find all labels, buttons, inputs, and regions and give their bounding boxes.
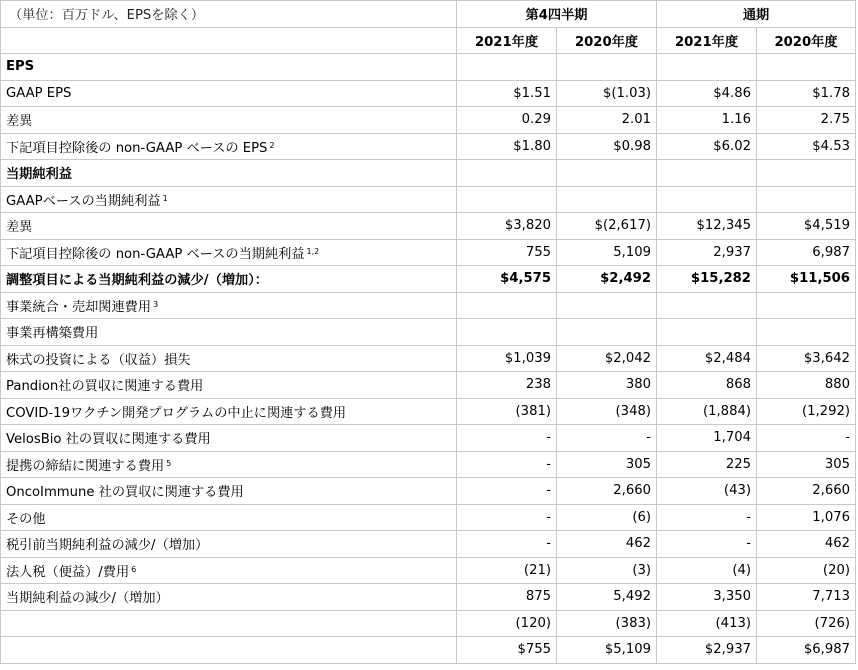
value-cell-full-2020: - xyxy=(757,425,856,452)
value-cell-q4-2021: $1.51 xyxy=(457,80,557,107)
value-cell-full-2021: 3,350 xyxy=(657,584,757,611)
row-label-cell xyxy=(1,610,457,637)
value-cell-full-2020: 2.75 xyxy=(757,107,856,134)
value-cell-q4-2020 xyxy=(557,292,657,319)
row-label-cell xyxy=(1,584,457,611)
value-cell-full-2020: $4.53 xyxy=(757,133,856,160)
value-cell-full-2020: 7,713 xyxy=(757,584,856,611)
row-label-cell xyxy=(1,319,457,346)
footnote-marker: 3 xyxy=(153,299,159,309)
table-row xyxy=(1,186,856,213)
row-label: 税引前当期純利益の減少/（増加） xyxy=(6,538,209,554)
row-label: 下記項目控除後の non-GAAP ベースの当期純利益 xyxy=(6,246,305,262)
value-cell-q4-2020 xyxy=(557,160,657,187)
row-label-cell xyxy=(1,372,457,399)
value-cell-full-2020 xyxy=(757,54,856,81)
row-label-cell xyxy=(1,557,457,584)
value-cell-full-2021: 1.16 xyxy=(657,107,757,134)
row-label-cell xyxy=(1,292,457,319)
value-cell-full-2020 xyxy=(757,186,856,213)
value-cell-full-2021: 2,937 xyxy=(657,239,757,266)
row-label: 当期純利益の減少/（増加） xyxy=(6,591,169,607)
row-label: その他 xyxy=(6,511,46,527)
value-cell-full-2021: 225 xyxy=(657,451,757,478)
value-cell-full-2021: - xyxy=(657,504,757,531)
value-cell-q4-2020: $2,492 xyxy=(557,266,657,293)
value-cell-full-2021: 1,704 xyxy=(657,425,757,452)
value-cell-full-2021 xyxy=(657,54,757,81)
value-cell-q4-2020: 5,492 xyxy=(557,584,657,611)
value-cell-q4-2021: $3,820 xyxy=(457,213,557,240)
row-label-cell xyxy=(1,266,457,293)
table-row xyxy=(1,451,856,478)
table-row xyxy=(1,372,856,399)
row-label: 差異 xyxy=(6,220,33,236)
footnote-marker: 5 xyxy=(166,458,172,468)
value-cell-full-2021 xyxy=(657,292,757,319)
row-label: COVID-19ワクチン開発プログラムの中止に関連する費用 xyxy=(6,405,347,421)
value-cell-full-2021: (413) xyxy=(657,610,757,637)
value-cell-q4-2021: $4,575 xyxy=(457,266,557,293)
value-cell-full-2020 xyxy=(757,319,856,346)
table-row xyxy=(1,266,856,293)
value-cell-q4-2021 xyxy=(457,319,557,346)
value-cell-full-2021: 868 xyxy=(657,372,757,399)
footnote-marker: 1,2 xyxy=(306,246,320,256)
group-header-q4: 第4四半期 xyxy=(457,1,657,28)
footnote-marker: 1 xyxy=(162,193,168,203)
table-row xyxy=(1,80,856,107)
footnote-marker: 2 xyxy=(269,140,275,150)
row-label-cell xyxy=(1,345,457,372)
row-label: 事業統合・売却関連費用 xyxy=(6,299,152,315)
row-label-cell xyxy=(1,425,457,452)
row-label-cell xyxy=(1,160,457,187)
value-cell-q4-2020 xyxy=(557,54,657,81)
col-header-full-2021: 2021年度 xyxy=(657,27,757,54)
table-row xyxy=(1,54,856,81)
value-cell-full-2021: (4) xyxy=(657,557,757,584)
table-row xyxy=(1,478,856,505)
value-cell-full-2020: 462 xyxy=(757,531,856,558)
table-row xyxy=(1,133,856,160)
value-cell-q4-2020: - xyxy=(557,425,657,452)
value-cell-full-2020: 880 xyxy=(757,372,856,399)
value-cell-q4-2021: 875 xyxy=(457,584,557,611)
value-cell-full-2021: (1,884) xyxy=(657,398,757,425)
header-blank-cell xyxy=(1,27,457,54)
row-label: GAAPベースの当期純利益 xyxy=(6,193,161,209)
row-label: EPS xyxy=(6,59,35,75)
value-cell-q4-2021: - xyxy=(457,504,557,531)
value-cell-full-2020: $1.78 xyxy=(757,80,856,107)
value-cell-q4-2021: $755 xyxy=(457,637,557,664)
footnote-marker: 6 xyxy=(131,564,137,574)
value-cell-q4-2021: - xyxy=(457,425,557,452)
row-label-cell xyxy=(1,239,457,266)
value-cell-q4-2020: (348) xyxy=(557,398,657,425)
row-label: 調整項目による当期純利益の減少/（増加）： xyxy=(6,273,268,289)
value-cell-q4-2020 xyxy=(557,186,657,213)
group-header-full-year: 通期 xyxy=(657,1,856,28)
row-label-cell xyxy=(1,186,457,213)
value-cell-q4-2020: $(1.03) xyxy=(557,80,657,107)
row-label: 株式の投資による（収益）損失 xyxy=(6,352,191,368)
value-cell-full-2020 xyxy=(757,160,856,187)
value-cell-q4-2020: (3) xyxy=(557,557,657,584)
value-cell-q4-2020: 5,109 xyxy=(557,239,657,266)
value-cell-full-2020: $3,642 xyxy=(757,345,856,372)
value-cell-full-2021: $6.02 xyxy=(657,133,757,160)
row-label: 当期純利益 xyxy=(6,167,72,183)
value-cell-q4-2020: 2.01 xyxy=(557,107,657,134)
value-cell-full-2020: $11,506 xyxy=(757,266,856,293)
value-cell-q4-2020 xyxy=(557,319,657,346)
row-label-cell xyxy=(1,398,457,425)
value-cell-q4-2021: $1.80 xyxy=(457,133,557,160)
table-row xyxy=(1,292,856,319)
value-cell-full-2020: $6,987 xyxy=(757,637,856,664)
row-label-cell xyxy=(1,451,457,478)
row-label: VelosBio 社の買収に関連する費用 xyxy=(6,432,211,448)
row-label-cell xyxy=(1,133,457,160)
value-cell-full-2021: $2,937 xyxy=(657,637,757,664)
value-cell-q4-2020: 380 xyxy=(557,372,657,399)
value-cell-q4-2021: (381) xyxy=(457,398,557,425)
value-cell-q4-2021: $1,039 xyxy=(457,345,557,372)
row-label-cell xyxy=(1,107,457,134)
table-row xyxy=(1,531,856,558)
value-cell-full-2020: 6,987 xyxy=(757,239,856,266)
row-label: Pandion社の買収に関連する費用 xyxy=(6,379,204,395)
row-label: 法人税（便益）/費用 xyxy=(6,564,130,580)
value-cell-full-2020: 305 xyxy=(757,451,856,478)
value-cell-full-2021 xyxy=(657,186,757,213)
value-cell-q4-2020: 305 xyxy=(557,451,657,478)
value-cell-full-2020: $4,519 xyxy=(757,213,856,240)
value-cell-full-2020: (1,292) xyxy=(757,398,856,425)
value-cell-q4-2020: 462 xyxy=(557,531,657,558)
table-row xyxy=(1,584,856,611)
table-row xyxy=(1,504,856,531)
value-cell-full-2021: (43) xyxy=(657,478,757,505)
row-label-cell xyxy=(1,637,457,664)
table-row xyxy=(1,345,856,372)
col-header-full-2020: 2020年度 xyxy=(757,27,856,54)
table-row xyxy=(1,160,856,187)
value-cell-q4-2021 xyxy=(457,186,557,213)
value-cell-q4-2021: (120) xyxy=(457,610,557,637)
value-cell-q4-2020: (383) xyxy=(557,610,657,637)
value-cell-full-2021: $2,484 xyxy=(657,345,757,372)
table-row xyxy=(1,213,856,240)
value-cell-full-2020 xyxy=(757,292,856,319)
table-row xyxy=(1,425,856,452)
value-cell-q4-2020: $2,042 xyxy=(557,345,657,372)
value-cell-q4-2021: - xyxy=(457,531,557,558)
col-header-q4-2020: 2020年度 xyxy=(557,27,657,54)
table-row xyxy=(1,398,856,425)
header-row-groups xyxy=(1,1,856,28)
table-row xyxy=(1,319,856,346)
table-row xyxy=(1,107,856,134)
value-cell-full-2021: $12,345 xyxy=(657,213,757,240)
value-cell-q4-2021: 238 xyxy=(457,372,557,399)
row-label-cell xyxy=(1,213,457,240)
value-cell-full-2021: $15,282 xyxy=(657,266,757,293)
col-header-q4-2021: 2021年度 xyxy=(457,27,557,54)
row-label: 差異 xyxy=(6,114,33,130)
value-cell-q4-2020: (6) xyxy=(557,504,657,531)
table-body xyxy=(1,54,856,664)
table-row xyxy=(1,610,856,637)
value-cell-full-2021 xyxy=(657,160,757,187)
value-cell-q4-2021 xyxy=(457,292,557,319)
row-label: GAAP EPS xyxy=(6,85,72,101)
row-label-cell xyxy=(1,504,457,531)
row-label: OncoImmune 社の買収に関連する費用 xyxy=(6,485,244,501)
row-label-cell xyxy=(1,80,457,107)
value-cell-full-2020: 1,076 xyxy=(757,504,856,531)
value-cell-full-2021: - xyxy=(657,531,757,558)
value-cell-q4-2021: (21) xyxy=(457,557,557,584)
value-cell-full-2020: (20) xyxy=(757,557,856,584)
value-cell-q4-2021 xyxy=(457,160,557,187)
value-cell-q4-2020: $(2,617) xyxy=(557,213,657,240)
row-label-cell xyxy=(1,531,457,558)
row-label-cell xyxy=(1,54,457,81)
row-label-cell xyxy=(1,478,457,505)
value-cell-full-2020: 2,660 xyxy=(757,478,856,505)
value-cell-q4-2021 xyxy=(457,54,557,81)
value-cell-q4-2020: $0.98 xyxy=(557,133,657,160)
value-cell-full-2021: $4.86 xyxy=(657,80,757,107)
value-cell-q4-2020: $5,109 xyxy=(557,637,657,664)
value-cell-full-2021 xyxy=(657,319,757,346)
value-cell-q4-2021: - xyxy=(457,451,557,478)
row-label: 事業再構築費用 xyxy=(6,326,99,342)
value-cell-q4-2021: 755 xyxy=(457,239,557,266)
value-cell-full-2020: (726) xyxy=(757,610,856,637)
value-cell-q4-2021: 0.29 xyxy=(457,107,557,134)
table-row xyxy=(1,239,856,266)
value-cell-q4-2021: - xyxy=(457,478,557,505)
unit-label: （単位：百万ドル、EPSを除く） xyxy=(1,1,457,28)
value-cell-q4-2020: 2,660 xyxy=(557,478,657,505)
table-row xyxy=(1,557,856,584)
row-label: 下記項目控除後の non-GAAP ベースの EPS xyxy=(6,140,268,156)
row-label: 提携の締結に関連する費用 xyxy=(6,458,165,474)
header-row-years xyxy=(1,27,856,54)
table-row xyxy=(1,637,856,664)
